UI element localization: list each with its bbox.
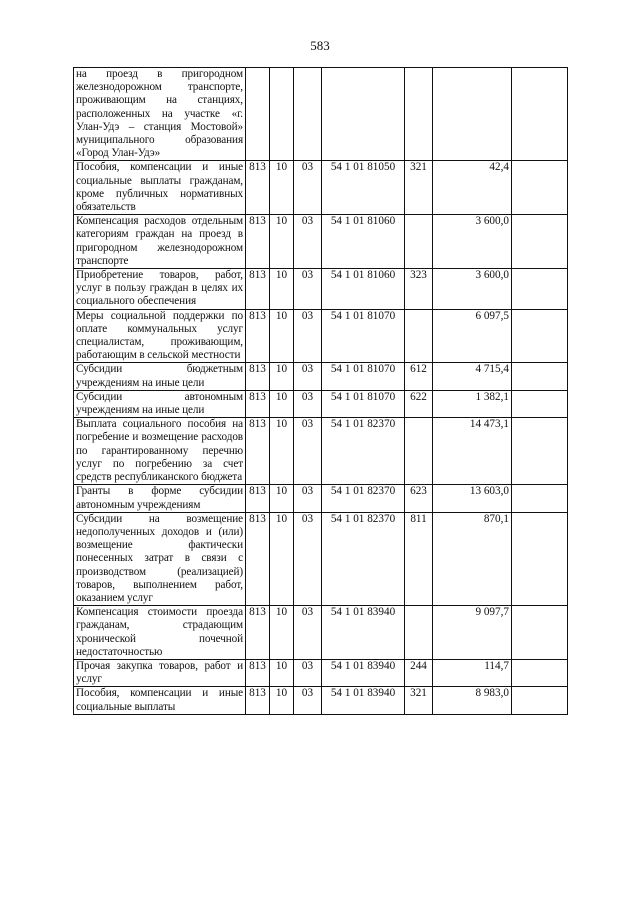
row-ministry-code: 813 bbox=[246, 418, 270, 485]
row-subsection-code: 03 bbox=[294, 215, 322, 269]
row-subsection-code: 03 bbox=[294, 161, 322, 215]
row-subsection-code bbox=[294, 68, 322, 161]
row-description: Прочая закупка товаров, работ и услуг bbox=[74, 659, 246, 686]
row-amount: 13 603,0 bbox=[433, 485, 512, 512]
row-section-code: 10 bbox=[270, 606, 294, 660]
table-row bbox=[74, 68, 568, 161]
row-description: Приобретение товаров, работ, услуг в пользу граждан в целях их социального обеспечения bbox=[74, 269, 246, 310]
row-extra-column bbox=[512, 390, 568, 417]
row-ministry-code: 813 bbox=[246, 309, 270, 363]
row-description: Гранты в форме субсидии автономным учреждениям bbox=[74, 485, 246, 512]
row-amount: 8 983,0 bbox=[433, 687, 512, 714]
row-section-code: 10 bbox=[270, 161, 294, 215]
row-ministry-code: 813 bbox=[246, 512, 270, 605]
row-subsection-code: 03 bbox=[294, 418, 322, 485]
row-ministry-code: 813 bbox=[246, 485, 270, 512]
row-amount: 1 382,1 bbox=[433, 390, 512, 417]
row-amount: 6 097,5 bbox=[433, 309, 512, 363]
row-section-code: 10 bbox=[270, 215, 294, 269]
row-subsection-code: 03 bbox=[294, 390, 322, 417]
row-target-article: 54 1 01 81070 bbox=[322, 363, 405, 390]
row-amount: 42,4 bbox=[433, 161, 512, 215]
row-ministry-code: 813 bbox=[246, 390, 270, 417]
row-target-article: 54 1 01 81070 bbox=[322, 309, 405, 363]
row-description: на проезд в пригородном железнодорожном транспорте, проживающим на станциях, расположенных на участке «г. Улан-Удэ – станция Мостовой» муниципального образования «Город Улан-Удэ» bbox=[74, 68, 246, 161]
row-ministry-code: 813 bbox=[246, 659, 270, 686]
row-subsection-code: 03 bbox=[294, 363, 322, 390]
table-row bbox=[74, 309, 568, 363]
row-expense-type: 622 bbox=[405, 390, 433, 417]
row-target-article: 54 1 01 82370 bbox=[322, 418, 405, 485]
row-subsection-code: 03 bbox=[294, 606, 322, 660]
row-target-article: 54 1 01 81070 bbox=[322, 390, 405, 417]
row-expense-type: 323 bbox=[405, 269, 433, 310]
table-row bbox=[74, 512, 568, 605]
table-row bbox=[74, 418, 568, 485]
row-ministry-code: 813 bbox=[246, 687, 270, 714]
row-ministry-code bbox=[246, 68, 270, 161]
row-section-code: 10 bbox=[270, 512, 294, 605]
row-amount: 9 097,7 bbox=[433, 606, 512, 660]
row-expense-type bbox=[405, 606, 433, 660]
table-row bbox=[74, 363, 568, 390]
row-subsection-code: 03 bbox=[294, 485, 322, 512]
row-description: Пособия, компенсации и иные социальные выплаты гражданам, кроме публичных нормативных обязательств bbox=[74, 161, 246, 215]
row-extra-column bbox=[512, 68, 568, 161]
row-target-article: 54 1 01 81050 bbox=[322, 161, 405, 215]
row-amount: 3 600,0 bbox=[433, 215, 512, 269]
row-target-article bbox=[322, 68, 405, 161]
row-section-code: 10 bbox=[270, 390, 294, 417]
row-amount: 114,7 bbox=[433, 659, 512, 686]
row-description: Компенсация расходов отдельным категориям граждан на проезд в пригородном железнодорожном транспорте bbox=[74, 215, 246, 269]
row-description: Субсидии на возмещение недополученных доходов и (или) возмещение фактически понесенных затрат в связи с производством (реализацией) товаров, выполнением работ, оказанием услуг bbox=[74, 512, 246, 605]
row-target-article: 54 1 01 82370 bbox=[322, 485, 405, 512]
row-expense-type bbox=[405, 215, 433, 269]
row-section-code: 10 bbox=[270, 309, 294, 363]
row-subsection-code: 03 bbox=[294, 309, 322, 363]
row-extra-column bbox=[512, 269, 568, 310]
row-amount: 870,1 bbox=[433, 512, 512, 605]
table-row bbox=[74, 390, 568, 417]
row-extra-column bbox=[512, 215, 568, 269]
row-ministry-code: 813 bbox=[246, 215, 270, 269]
row-amount bbox=[433, 68, 512, 161]
row-expense-type: 321 bbox=[405, 161, 433, 215]
row-description: Компенсация стоимости проезда гражданам, страдающим хронической почечной недостаточностью bbox=[74, 606, 246, 660]
table-row bbox=[74, 269, 568, 310]
row-description: Меры социальной поддержки по оплате коммунальных услуг специалистам, проживающим, работающим в сельской местности bbox=[74, 309, 246, 363]
row-subsection-code: 03 bbox=[294, 512, 322, 605]
row-section-code: 10 bbox=[270, 687, 294, 714]
table-row bbox=[74, 606, 568, 660]
row-expense-type bbox=[405, 68, 433, 161]
row-target-article: 54 1 01 83940 bbox=[322, 606, 405, 660]
row-section-code: 10 bbox=[270, 485, 294, 512]
row-extra-column bbox=[512, 606, 568, 660]
table-row bbox=[74, 215, 568, 269]
table-row bbox=[74, 687, 568, 714]
row-section-code: 10 bbox=[270, 363, 294, 390]
row-extra-column bbox=[512, 512, 568, 605]
row-description: Субсидии бюджетным учреждениям на иные цели bbox=[74, 363, 246, 390]
row-ministry-code: 813 bbox=[246, 161, 270, 215]
row-extra-column bbox=[512, 309, 568, 363]
row-expense-type bbox=[405, 418, 433, 485]
table-body bbox=[74, 68, 568, 715]
row-description: Субсидии автономным учреждениям на иные цели bbox=[74, 390, 246, 417]
row-extra-column bbox=[512, 659, 568, 686]
row-description: Выплата социального пособия на погребение и возмещение расходов по гарантированному перечню услуг по погребению за счет средств республиканского бюджета bbox=[74, 418, 246, 485]
row-target-article: 54 1 01 82370 bbox=[322, 512, 405, 605]
row-target-article: 54 1 01 81060 bbox=[322, 269, 405, 310]
row-subsection-code: 03 bbox=[294, 687, 322, 714]
table-row bbox=[74, 161, 568, 215]
row-extra-column bbox=[512, 687, 568, 714]
row-expense-type: 811 bbox=[405, 512, 433, 605]
row-section-code bbox=[270, 68, 294, 161]
row-ministry-code: 813 bbox=[246, 363, 270, 390]
row-expense-type: 244 bbox=[405, 659, 433, 686]
row-section-code: 10 bbox=[270, 418, 294, 485]
row-extra-column bbox=[512, 161, 568, 215]
row-ministry-code: 813 bbox=[246, 606, 270, 660]
row-amount: 3 600,0 bbox=[433, 269, 512, 310]
row-expense-type: 612 bbox=[405, 363, 433, 390]
row-subsection-code: 03 bbox=[294, 269, 322, 310]
table-row bbox=[74, 659, 568, 686]
row-amount: 14 473,1 bbox=[433, 418, 512, 485]
row-target-article: 54 1 01 83940 bbox=[322, 687, 405, 714]
row-amount: 4 715,4 bbox=[433, 363, 512, 390]
row-extra-column bbox=[512, 418, 568, 485]
row-expense-type: 623 bbox=[405, 485, 433, 512]
row-section-code: 10 bbox=[270, 659, 294, 686]
row-target-article: 54 1 01 83940 bbox=[322, 659, 405, 686]
row-extra-column bbox=[512, 485, 568, 512]
row-target-article: 54 1 01 81060 bbox=[322, 215, 405, 269]
row-ministry-code: 813 bbox=[246, 269, 270, 310]
row-subsection-code: 03 bbox=[294, 659, 322, 686]
row-expense-type bbox=[405, 309, 433, 363]
row-extra-column bbox=[512, 363, 568, 390]
budget-table bbox=[73, 67, 568, 715]
page-number: 583 bbox=[310, 38, 330, 53]
row-expense-type: 321 bbox=[405, 687, 433, 714]
table-row bbox=[74, 485, 568, 512]
row-description: Пособия, компенсации и иные социальные выплаты bbox=[74, 687, 246, 714]
row-section-code: 10 bbox=[270, 269, 294, 310]
